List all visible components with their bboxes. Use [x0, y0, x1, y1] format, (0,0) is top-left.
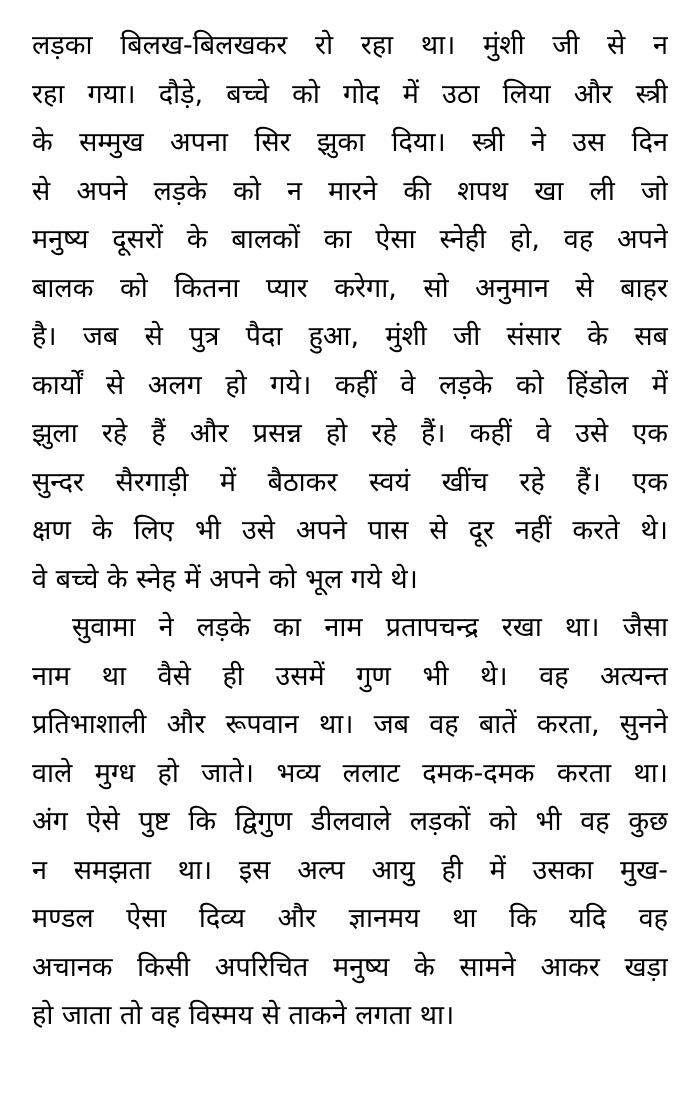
- text-line: सुन्दर सैरगाड़ी में बैठाकर स्वयं खींच रहे हैं। एक: [32, 466, 668, 498]
- text-line: सुवामा ने लड़के का नाम प्रतापचन्द्र रखा था। जैसा: [72, 612, 668, 643]
- text-line: है। जब से पुत्र पैदा हुआ, मुंशी जी संसार के सब: [32, 321, 668, 352]
- text-line: लड़का बिलख-बिलखकर रो रहा था। मुंशी जी से न: [32, 30, 668, 61]
- text-line: वे बच्चे के स्नेह में अपने को भूल गये थे।: [32, 563, 418, 595]
- text-line: वाले मुग्ध हो जाते। भव्य ललाट दमक-दमक करता था।: [32, 757, 668, 789]
- text-line: हो जाता तो वह विस्मय से ताकने लगता था।: [32, 1000, 455, 1031]
- text-line: से अपने लड़के को न मारने की शपथ खा ली जो: [32, 175, 668, 207]
- text-line: नाम था वैसे ही उसमें गुण भी थे। वह अत्यन्त: [32, 660, 668, 692]
- text-line: बालक को कितना प्यार करेगा, सो अनुमान से बाहर: [32, 272, 668, 304]
- text-line: रहा गया। दौड़े, बच्चे को गोद में उठा लिया और स्त्री: [32, 78, 668, 110]
- text-line: कार्यों से अलग हो गये। कहीं वे लड़के को हिंडोल में: [32, 369, 668, 401]
- text-line: झुला रहे हैं और प्रसन्न हो रहे हैं। कहीं वे उसे एक: [32, 418, 668, 449]
- text-line: क्षण के लिए भी उसे अपने पास से दूर नहीं करते थे।: [32, 515, 668, 546]
- text-line: मनुष्य दूसरों के बालकों का ऐसा स्नेही हो, वह अपने: [32, 224, 668, 255]
- document-page: [32, 22, 668, 1041]
- paragraph-2: [32, 604, 668, 1041]
- text-line: मण्डल ऐसा दिव्य और ज्ञानमय था कि यदि वह: [32, 903, 668, 934]
- text-line: के सम्मुख अपना सिर झुका दिया। स्त्री ने उस दिन: [32, 127, 668, 158]
- text-line: अचानक किसी अपरिचित मनुष्य के सामने आकर खड़ा: [32, 951, 668, 983]
- text-line: न समझता था। इस अल्प आयु ही में उसका मुख-: [32, 854, 668, 886]
- paragraph-1: [32, 22, 668, 604]
- text-line: अंग ऐसे पुष्ट कि द्विगुण डीलवाले लड़कों को भी वह कुछ: [32, 806, 668, 837]
- text-line: प्रतिभाशाली और रूपवान था। जब वह बातें करता, सुनने: [32, 709, 668, 740]
